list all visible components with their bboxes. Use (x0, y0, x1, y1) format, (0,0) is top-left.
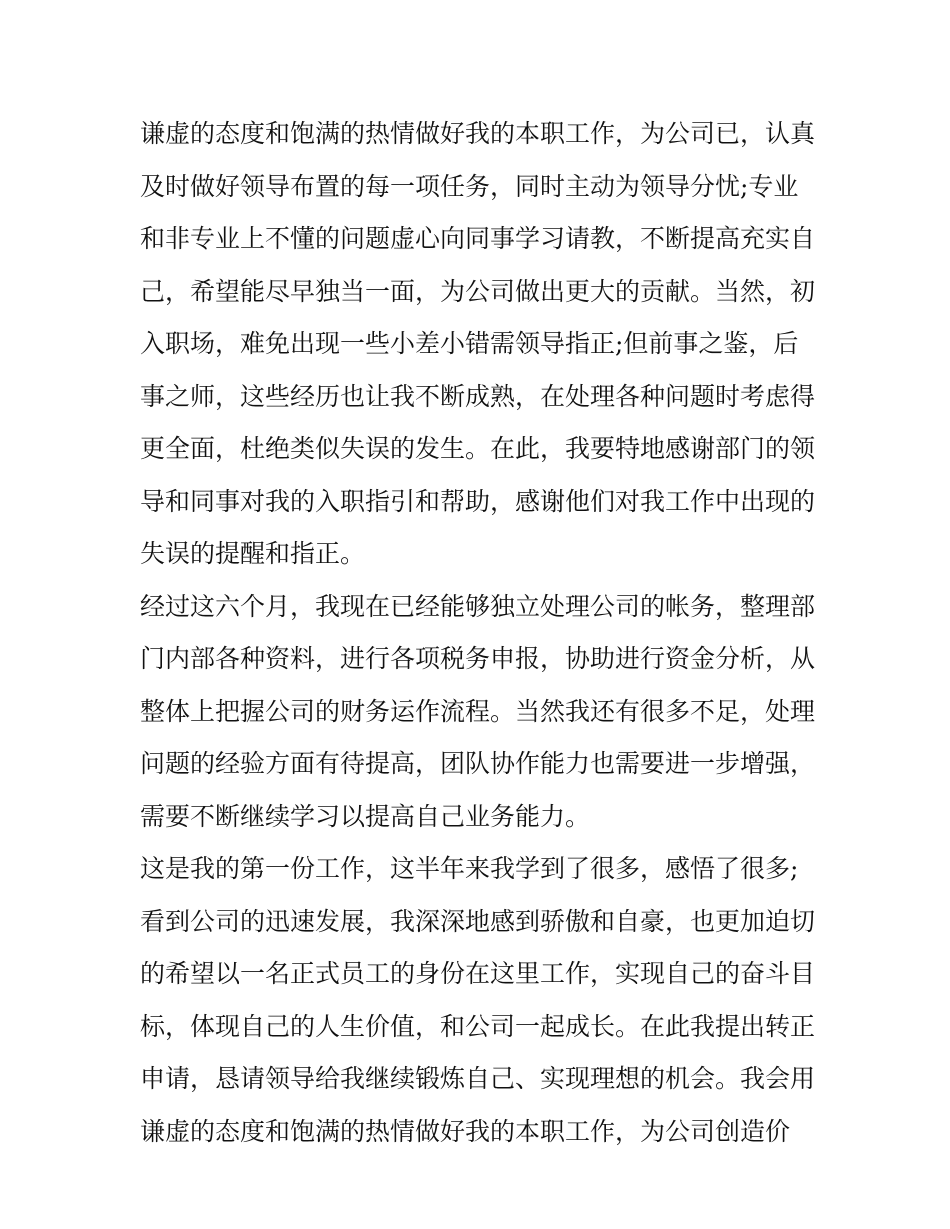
text-line: 看到公司的迅速发展，我深深地感到骄傲和自豪，也更加迫切 (140, 906, 816, 936)
text-line: 的希望以一名正式员工的身份在这里工作，实现自己的奋斗目 (140, 959, 816, 988)
text-line: 导和同事对我的入职指引和帮助，感谢他们对我工作中出现的 (140, 486, 816, 516)
text-line: 经过这六个月，我现在已经能够独立处理公司的帐务，整理部 (140, 591, 816, 621)
text-line: 标，体现自己的人生价值，和公司一起成长。在此我提出转正 (140, 1011, 816, 1041)
text-line: 谦虚的态度和饱满的热情做好我的本职工作，为公司创造价 (140, 1116, 791, 1146)
text-line: 需要不断继续学习以提高自己业务能力。 (140, 801, 591, 831)
text-line: 和非专业上不懂的问题虚心向同事学习请教，不断提高充实自 (140, 224, 816, 253)
body-text (140, 108, 820, 1158)
text-line: 门内部各种资料，进行各项税务申报，协助进行资金分析，从 (140, 644, 816, 673)
text-line: 事之师，这些经历也让我不断成熟，在处理各种问题时考虑得 (140, 381, 816, 411)
text-line: 申请，恳请领导给我继续锻炼自己、实现理想的机会。我会用 (140, 1064, 816, 1093)
text-line: 己，希望能尽早独当一面，为公司做出更大的贡献。当然，初 (140, 276, 816, 306)
text-line: 及时做好领导布置的每一项任务，同时主动为领导分忧;专业 (140, 171, 799, 201)
text-line: 这是我的第一份工作，这半年来我学到了很多，感悟了很多; (140, 854, 799, 883)
text-line: 问题的经验方面有待提高，团队协作能力也需要进一步增强， (140, 749, 816, 778)
text-line: 整体上把握公司的财务运作流程。当然我还有很多不足，处理 (140, 696, 816, 726)
text-line: 谦虚的态度和饱满的热情做好我的本职工作，为公司已，认真 (140, 119, 816, 148)
text-line: 入职场，难免出现一些小差小错需领导指正;但前事之鉴，后 (140, 329, 799, 358)
text-line: 更全面，杜绝类似失误的发生。在此，我要特地感谢部门的领 (140, 434, 816, 463)
text-line: 失误的提醒和指正。 (140, 539, 366, 568)
